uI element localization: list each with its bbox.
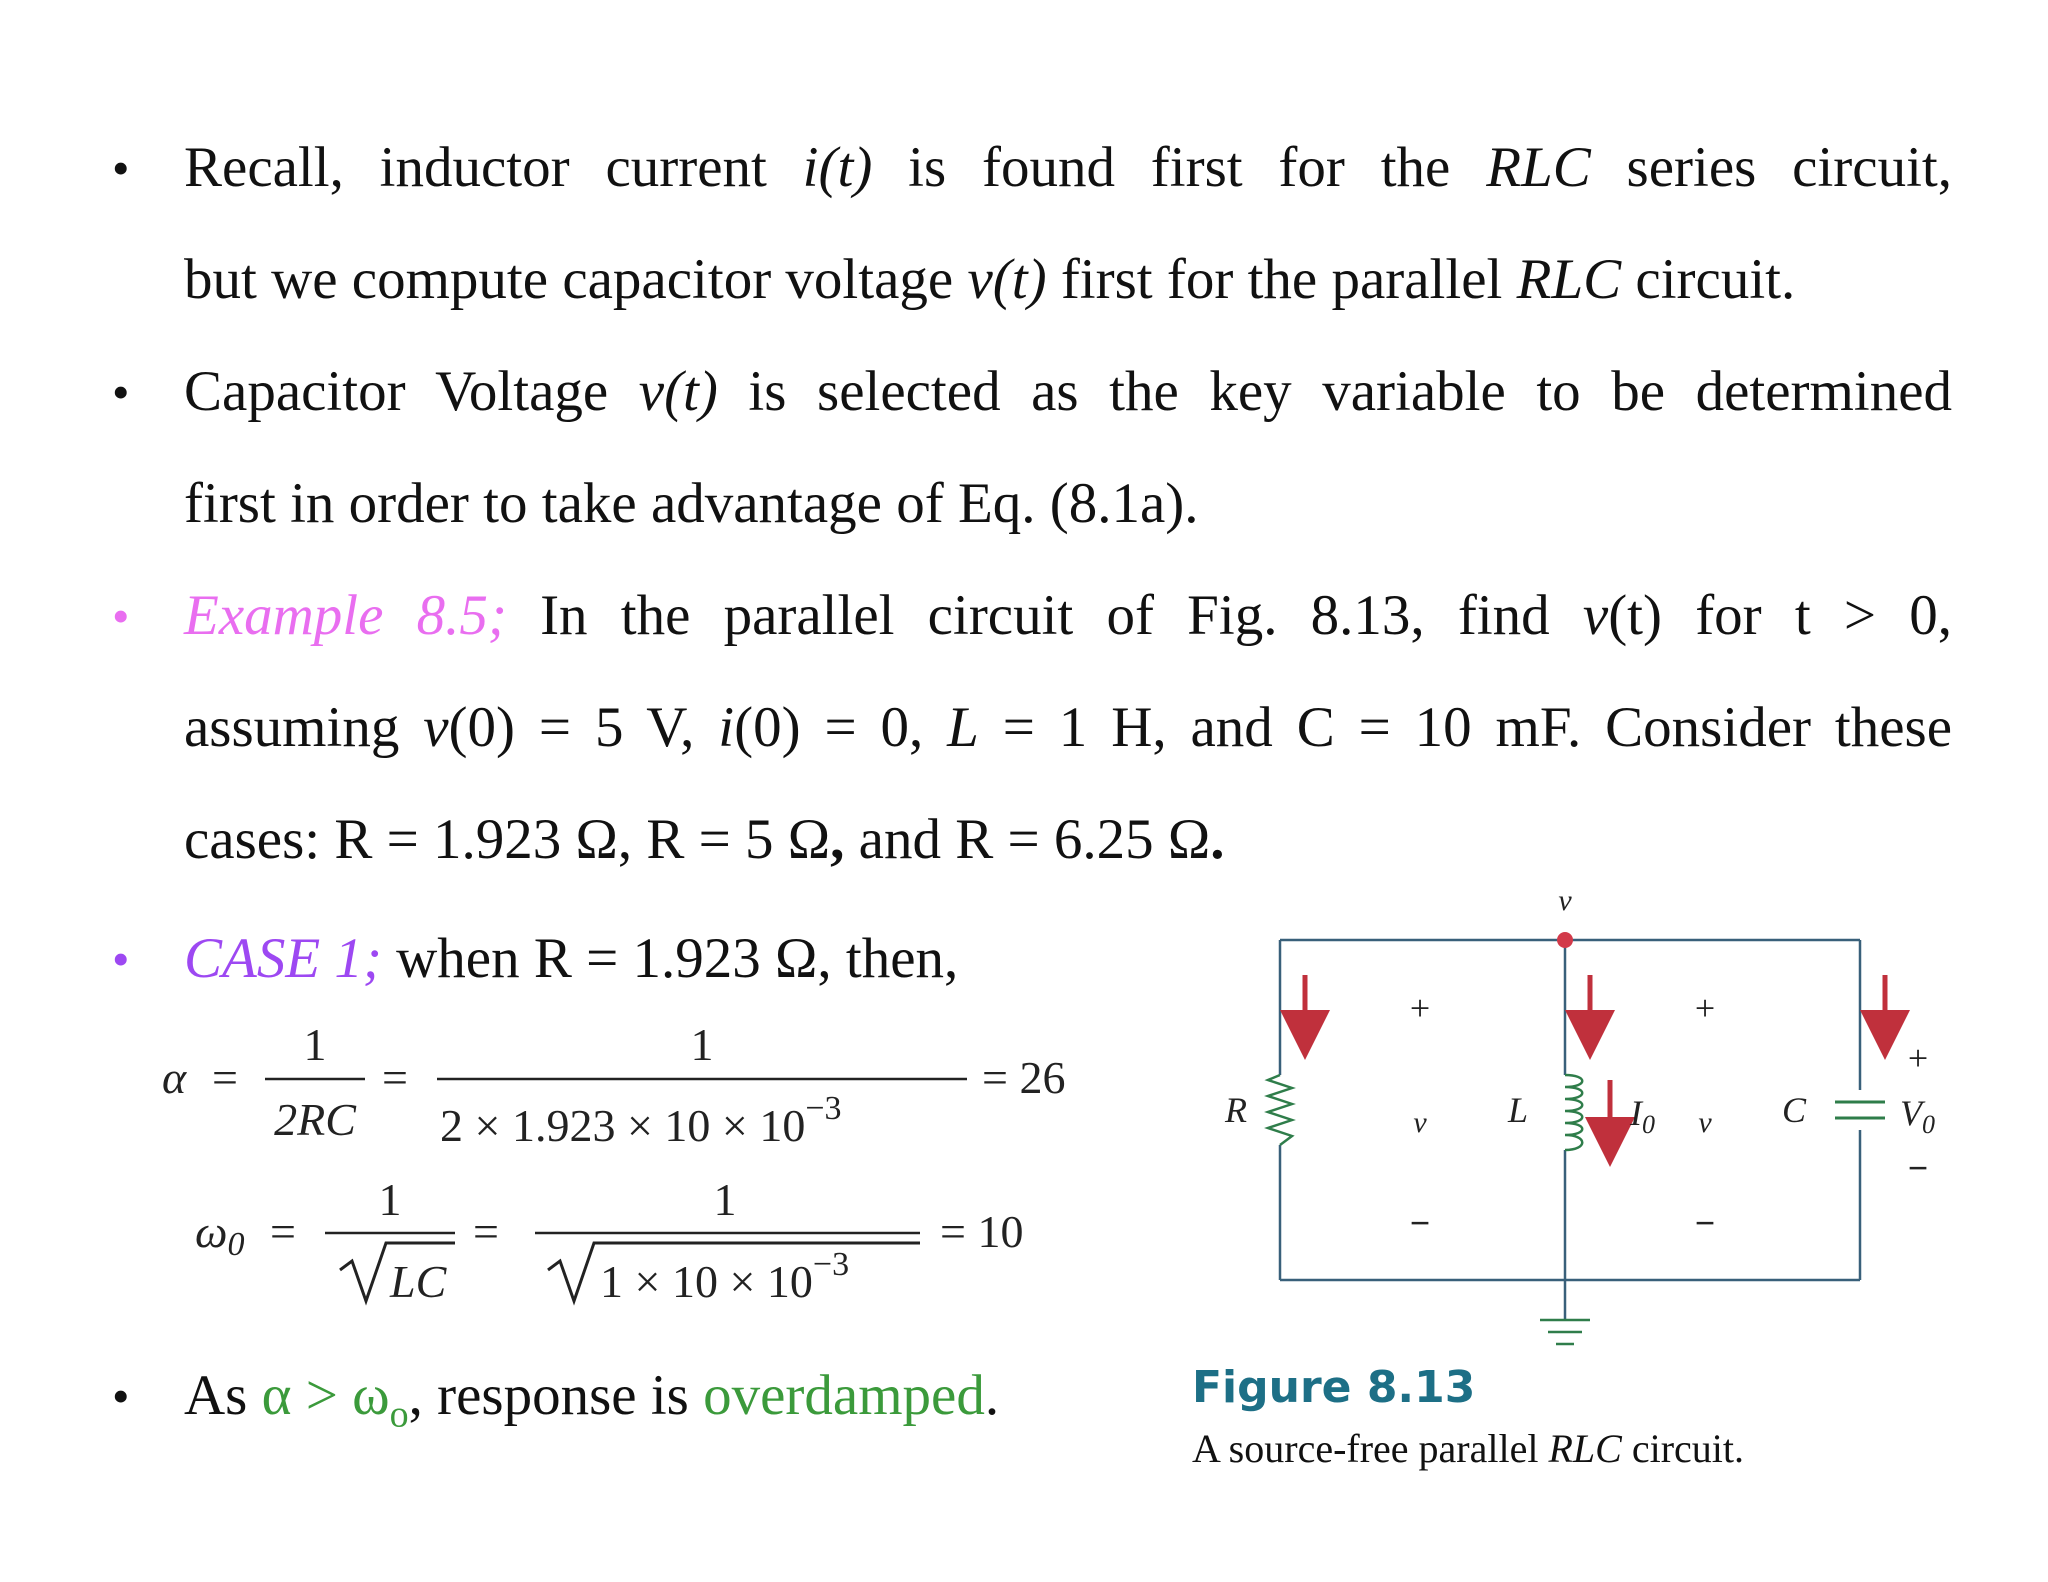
example-label: Example 8.5; (184, 584, 507, 647)
node-dot (1557, 932, 1573, 948)
plus-sign: + (1694, 988, 1716, 1028)
figure-title: Figure 8.13 (1192, 1362, 1476, 1413)
fraction-denominator: 2RC (274, 1094, 356, 1145)
bullet-dot: • (112, 1368, 130, 1424)
resistor-symbol (1268, 1075, 1292, 1145)
fraction-numerator: 1 (713, 1174, 737, 1225)
bullet-dot: • (112, 588, 130, 644)
bullet-text: Example 8.5; In the parallel circuit of Fig. 8.13, find v(t) for t > 0, (184, 584, 1952, 647)
equals-sign: = (473, 1206, 499, 1257)
current-label: $I_0$ (1630, 1093, 1655, 1139)
voltage-v-left: v (1413, 1106, 1427, 1139)
equation-result: = 26 (982, 1052, 1066, 1103)
fraction-numerator: 1 (378, 1174, 402, 1225)
voltage-label: $V_0$ (1900, 1093, 1935, 1139)
fraction-denominator: $2 \times 1.923 \times 10 \times 10^{-3}$ (440, 1090, 842, 1151)
equals-sign: = (212, 1052, 238, 1103)
fraction-denominator: $1 \times 10 \times 10^{-3}$ (600, 1246, 850, 1307)
bullet-dot: • (112, 140, 130, 196)
bullet-text: Capacitor Voltage v(t) is selected as the key variable to be determined (184, 360, 1952, 423)
bullet-text-line3: cases: R = 1.923 Ω, R = 5 Ω, and R = 6.25 Ω. (184, 808, 1225, 871)
minus-sign: − (1694, 1203, 1716, 1243)
inductor-label: L (1508, 1090, 1529, 1130)
minus-sign: − (1409, 1203, 1431, 1243)
bullet-recall (112, 112, 1952, 336)
omega-symbol: ω0 (195, 1206, 245, 1263)
inductor-symbol (1565, 1075, 1582, 1150)
minus-sign: − (1907, 1148, 1929, 1188)
bullet-text: CASE 1; when R = 1.923 Ω, then, (184, 927, 959, 990)
plus-sign: + (1409, 988, 1431, 1028)
equals-sign: = (270, 1206, 296, 1257)
alpha-equation (162, 1019, 1065, 1151)
bullet-conclusion (112, 1340, 1112, 1470)
node-label: v (1558, 884, 1572, 917)
case-label: CASE 1; (184, 927, 382, 990)
bullet-text: Recall, inductor current i(t) is found first for the RLC series circuit, (184, 136, 1953, 199)
resistor-label: R (1225, 1090, 1247, 1130)
bullet-text-line2: assuming v(0) = 5 V, i(0) = 0, L = 1 H, and C = 10 mF. Consider these (184, 696, 1952, 759)
bullet-dot: • (112, 931, 130, 987)
bullet-capacitor-voltage (112, 336, 1952, 560)
bullet-text-line2: but we compute capacitor voltage v(t) first for the parallel RLC circuit. (184, 248, 1796, 311)
capacitor-label: C (1782, 1090, 1807, 1130)
alpha-symbol: α (162, 1052, 187, 1103)
voltage-v-right: v (1698, 1106, 1712, 1139)
equals-sign: = (382, 1052, 408, 1103)
fraction-numerator: 1 (303, 1019, 327, 1070)
bullet-dot: • (112, 364, 130, 420)
capacitor-symbol (1835, 1102, 1885, 1118)
omega-equation (195, 1174, 1023, 1307)
bullet-example (112, 560, 1952, 896)
figure-caption: A source-free parallel RLC circuit. (1192, 1426, 1744, 1471)
equations (150, 1015, 1100, 1345)
parallel-rlc-circuit (1190, 880, 1950, 1360)
bullet-text: As $\alpha > \omega_o$, response is overdamped. (184, 1364, 1000, 1436)
fraction-numerator: 1 (690, 1019, 714, 1070)
equation-result: = 10 (940, 1206, 1024, 1257)
plus-sign: + (1907, 1038, 1929, 1078)
ground-symbol (1540, 1320, 1590, 1344)
fraction-denominator: LC (390, 1256, 447, 1307)
bullet-text-line2: first in order to take advantage of Eq. (8.1a). (184, 472, 1199, 535)
